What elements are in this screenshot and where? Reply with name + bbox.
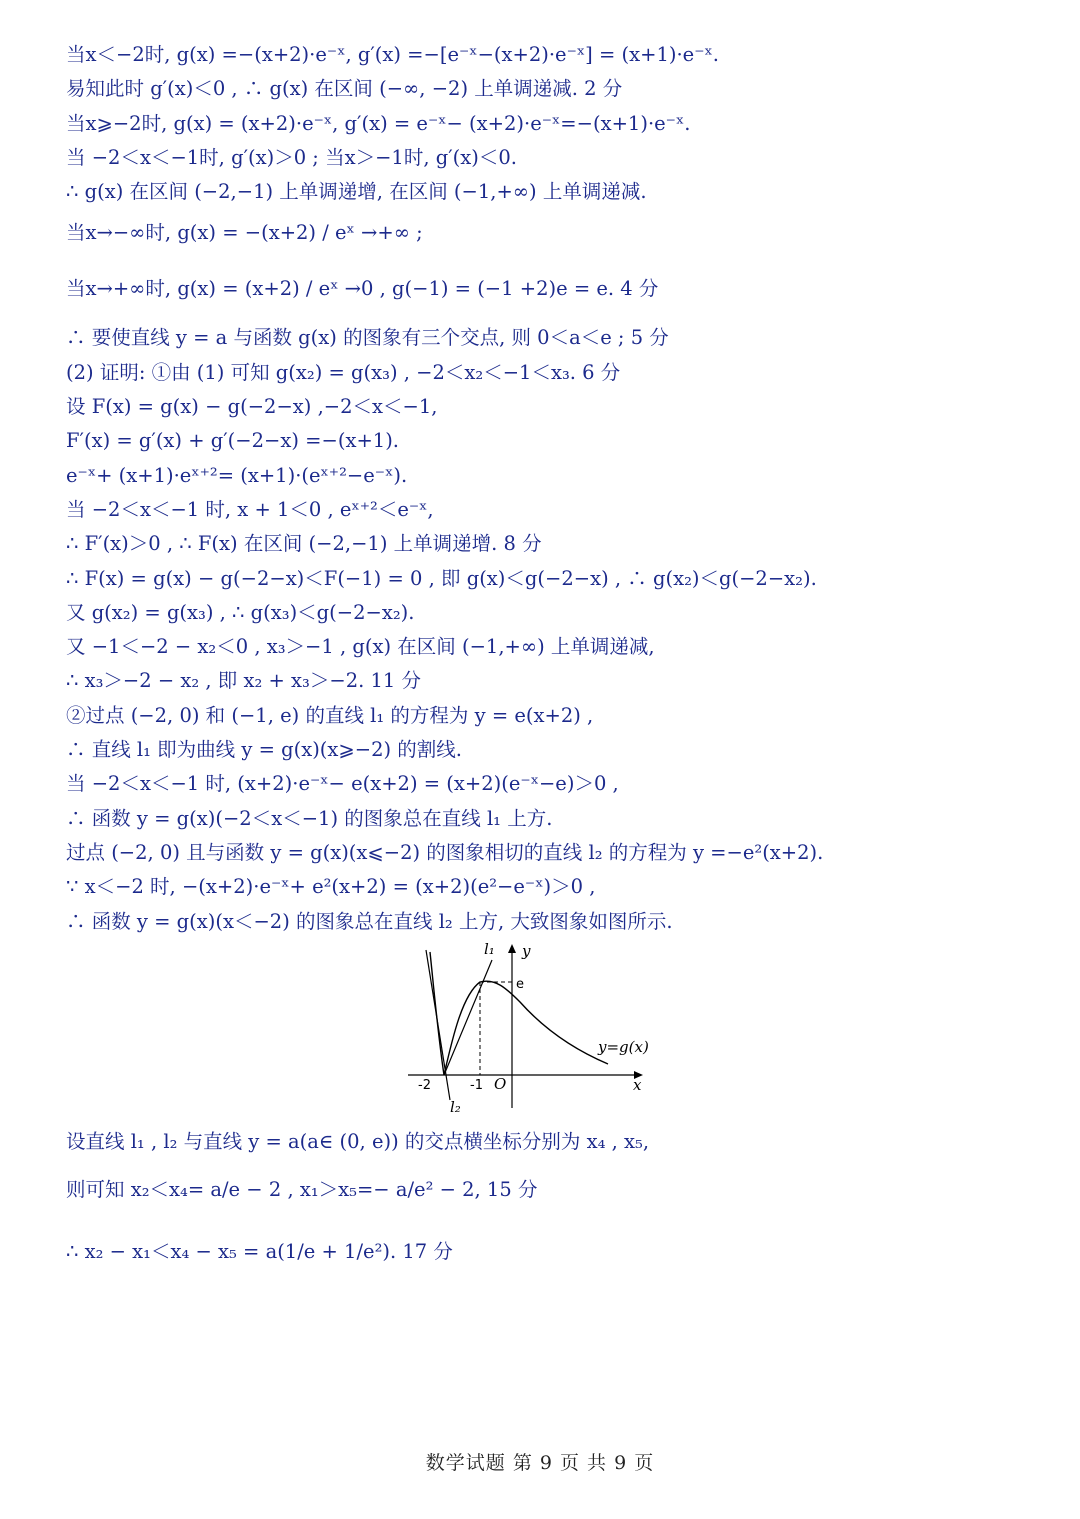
solution-line: 则可知 x₂＜x₄= a/e − 2 , x₁＞x₅=− a/e² − 2, 15 分 [66, 1178, 538, 1202]
label-e: e [516, 977, 524, 992]
solution-line: ∴ x₂ − x₁＜x₄ − x₅ = a(1/e + 1/e²). 17 分 [66, 1240, 453, 1264]
label-l2: l₂ [450, 1098, 461, 1116]
label-l1: l₁ [484, 940, 495, 958]
solution-line: ∵ x＜−2 时, −(x+2)·e⁻ˣ+ e²(x+2) = (x+2)(e²−e⁻ˣ)＞0 , [66, 875, 596, 899]
solution-line: 过点 (−2, 0) 且与函数 y = g(x)(x⩽−2) 的图象相切的直线 l₂ 的方程为 y =−e²(x+2). [66, 840, 824, 864]
page-footer: 数学试题 第 9 页 共 9 页 [425, 1452, 655, 1474]
solution-line: ∴ 直线 l₁ 即为曲线 y = g(x)(x⩾−2) 的割线. [66, 738, 462, 762]
label-x: x [633, 1076, 642, 1094]
solution-line: 当x→+∞时, g(x) = (x+2) / eˣ →0 , g(−1) = (−1 +2)e = e. 4 分 [66, 277, 659, 301]
label-origin: O [494, 1075, 507, 1093]
function-graph [400, 940, 670, 1120]
label-tick-minus-1: -1 [470, 1078, 483, 1093]
solution-line: ②过点 (−2, 0) 和 (−1, e) 的直线 l₁ 的方程为 y = e(x+2) , [66, 703, 594, 727]
solution-text-bottom [66, 1125, 1026, 1283]
solution-line: ∴ F′(x)＞0 , ∴ F(x) 在区间 (−2,−1) 上单调递增. 8 分 [66, 532, 542, 556]
function-graph-figure [400, 940, 670, 1120]
label-tick-minus-2: -2 [418, 1078, 431, 1093]
label-curve: y=g(x) [598, 1038, 649, 1056]
solution-line: 当 −2＜x＜−1时, g′(x)＞0 ; 当x＞−1时, g′(x)＜0. [66, 145, 517, 169]
solution-line: 当x⩾−2时, g(x) = (x+2)·e⁻ˣ, g′(x) = e⁻ˣ− (x+2)·e⁻ˣ=−(x+1)·e⁻ˣ. [66, 111, 691, 135]
solution-line: 当 −2＜x＜−1 时, x + 1＜0 , eˣ⁺²＜e⁻ˣ, [66, 497, 434, 521]
solution-text-top [66, 38, 1026, 939]
solution-line: 设直线 l₁ , l₂ 与直线 y = a(a∈ (0, e)) 的交点横坐标分别为 x₄ , x₅, [66, 1130, 650, 1153]
y-axis-arrow-icon [508, 944, 516, 953]
solution-line: F′(x) = g′(x) + g′(−2−x) =−(x+1). [66, 429, 400, 453]
curve-g-left-branch [430, 952, 444, 1075]
solution-line: 当 −2＜x＜−1 时, (x+2)·e⁻ˣ− e(x+2) = (x+2)(e⁻ˣ−e)＞0 , [66, 772, 619, 796]
solution-line: e⁻ˣ+ (x+1)·eˣ⁺²= (x+1)·(eˣ⁺²−e⁻ˣ). [66, 463, 408, 487]
solution-line: ∴ 要使直线 y = a 与函数 g(x) 的图象有三个交点, 则 0＜a＜e ; 5 分 [66, 326, 669, 350]
solution-line: 易知此时 g′(x)＜0 , ∴ g(x) 在区间 (−∞, −2) 上单调递减. 2 分 [66, 77, 623, 101]
solution-line: (2) 证明: ①由 (1) 可知 g(x₂) = g(x₃) , −2＜x₂＜−1＜x₃. 6 分 [66, 360, 621, 384]
solution-line: ∴ 函数 y = g(x)(x＜−2) 的图象总在直线 l₂ 上方, 大致图象如图所示. [66, 909, 673, 933]
solution-line: ∴ 函数 y = g(x)(−2＜x＜−1) 的图象总在直线 l₁ 上方. [66, 806, 553, 830]
solution-line: ∴ x₃＞−2 − x₂ , 即 x₂ + x₃＞−2. 11 分 [66, 669, 422, 693]
solution-line: 设 F(x) = g(x) − g(−2−x) ,−2＜x＜−1, [66, 395, 438, 419]
solution-line: 当x＜−2时, g(x) =−(x+2)·e⁻ˣ, g′(x) =−[e⁻ˣ−(x+2)·e⁻ˣ] = (x+1)·e⁻ˣ. [66, 43, 719, 66]
label-y: y [522, 942, 531, 960]
solution-line: 又 −1＜−2 − x₂＜0 , x₃＞−1 , g(x) 在区间 (−1,+∞) 上单调递减, [66, 635, 655, 659]
solution-line: 当x→−∞时, g(x) = −(x+2) / eˣ →+∞ ; [66, 221, 423, 245]
solution-line: ∴ F(x) = g(x) − g(−2−x)＜F(−1) = 0 , 即 g(x)＜g(−2−x) , ∴ g(x₂)＜g(−2−x₂). [66, 566, 817, 590]
line-l1 [444, 960, 492, 1075]
solution-line: 又 g(x₂) = g(x₃) , ∴ g(x₃)＜g(−2−x₂). [66, 600, 415, 624]
curve-g [444, 981, 608, 1075]
solution-line: ∴ g(x) 在区间 (−2,−1) 上单调递增, 在区间 (−1,+∞) 上单调递减. [66, 180, 647, 204]
